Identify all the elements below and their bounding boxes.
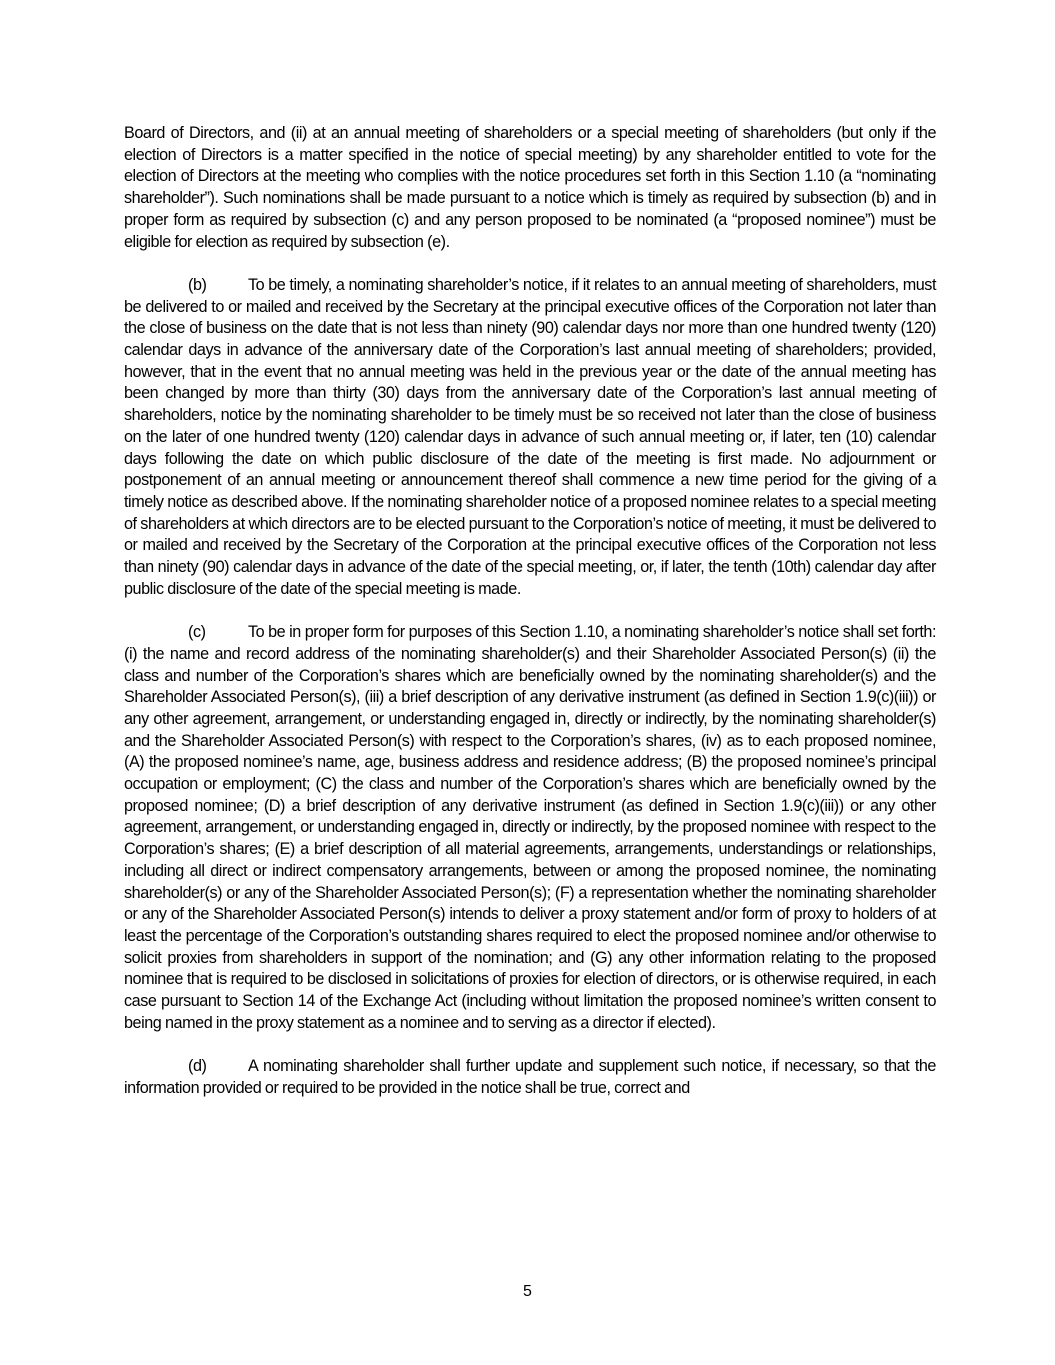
paragraph-d	[124, 1056, 936, 1099]
paragraph-d-label: (d)	[188, 1057, 207, 1076]
paragraph-b-label: (b)	[188, 275, 207, 294]
paragraph-c-label: (c)	[188, 623, 206, 642]
paragraph-c	[124, 622, 936, 1034]
paragraph-b	[124, 275, 936, 601]
page-number: 5	[523, 1283, 532, 1300]
paragraph-b-text: To be timely, a nominating shareholder’s notice, if it relates to an annual meeting of shareholders, must be delivered to or mailed and received by the Secretary at the principal executive offices of the Corporation not later than the close of business on the date that is not less than ninety (90) calendar days nor more than one hundred twenty (120) calendar days in advance of the anniversary date of the Corporation’s last annual meeting of shareholders; provided, however, that in the event that no annual meeting was held in the previous year or the date of the annual meeting has been changed by more than thirty (30) days from the anniversary date of the Corporation’s last annual meeting of shareholders, notice by the nominating shareholder to be timely must be so received not later than the close of business on the later of one hundred twenty (120) calendar days in advance of such annual meeting or, if later, ten (10) calendar days following the date on which public disclosure of the date of the meeting is first made. No adjournment or postponement of an annual meeting or announcement thereof shall commence a new time period for the giving of a timely notice as described above. If the nominating shareholder notice of a proposed nominee relates to a special meeting of shareholders at which directors are to be elected pursuant to the Corporation’s notice of meeting, it must be delivered to or mailed and received by the Secretary of the Corporation at the principal executive offices of the Corporation not less than ninety (90) calendar days in advance of the date of the special meeting, or, if later, the tenth (10th) calendar day after public disclosure of the date of the special meeting is made.	[124, 275, 936, 598]
document-body	[124, 123, 936, 1121]
paragraph-d-text: A nominating shareholder shall further update and supplement such notice, if necessary, so that the information provided or required to be provided in the notice shall be true, correct and	[124, 1057, 936, 1097]
paragraph-c-text: To be in proper form for purposes of this Section 1.10, a nominating shareholder’s notice shall set forth: (i) the name and record address of the nominating shareholder(s) and their Shareholder Associated Person(s) (ii) the class and number of the Corporation’s shares which are beneficially owned by the nominating shareholder(s) and the Shareholder Associated Person(s), (iii) a brief description of any derivative instrument (as defined in Section 1.9(c)(iii)) or any other agreement, arrangement, or understanding engaged in, directly or indirectly, by the nominating shareholder(s) and the Shareholder Associated Person(s) with respect to the Corporation’s shares, (iv) as to each proposed nominee, (A) the proposed nominee’s name, age, business address and residence address; (B) the proposed nominee’s principal occupation or employment; (C) the class and number of the Corporation’s shares which are beneficially owned by the proposed nominee; (D) a brief description of any derivative instrument (as defined in Section 1.9(c)(iii)) or any other agreement, arrangement, or understanding engaged in, directly or indirectly, by the proposed nominee with respect to the Corporation’s shares; (E) a brief description of all material agreements, arrangements, understandings or relationships, including all direct or indirect compensatory arrangements, between or among the proposed nominee, the nominating shareholder(s) or any of the Shareholder Associated Person(s); (F) a representation whether the nominating shareholder or any of the Shareholder Associated Person(s) intends to deliver a proxy statement and/or form of proxy to holders of at least the percentage of the Corporation’s outstanding shares required to elect the proposed nominee and/or otherwise to solicit proxies from shareholders in support of the nomination; and (G) any other information relating to the proposed nominee that is required to be disclosed in solicitations of proxies for election of directors, or is otherwise required, in each case pursuant to Section 14 of the Exchange Act (including without limitation the proposed nominee’s written consent to being named in the proxy statement as a nominee and to serving as a director if elected).	[124, 623, 936, 1032]
paragraph-intro: Board of Directors, and (ii) at an annual meeting of shareholders or a special meeting of shareholders (but only if the election of Directors is a matter specified in the notice of special meeting) by any shareholder entitled to vote for the election of Directors at the meeting who complies with the notice procedures set forth in this Section 1.10 (a “nominating shareholder”). Such nominations shall be made pursuant to a notice which is timely as required by subsection (b) and in proper form as required by subsection (c) and any person proposed to be nominated (a “proposed nominee”) must be eligible for election as required by subsection (e).	[124, 124, 936, 251]
